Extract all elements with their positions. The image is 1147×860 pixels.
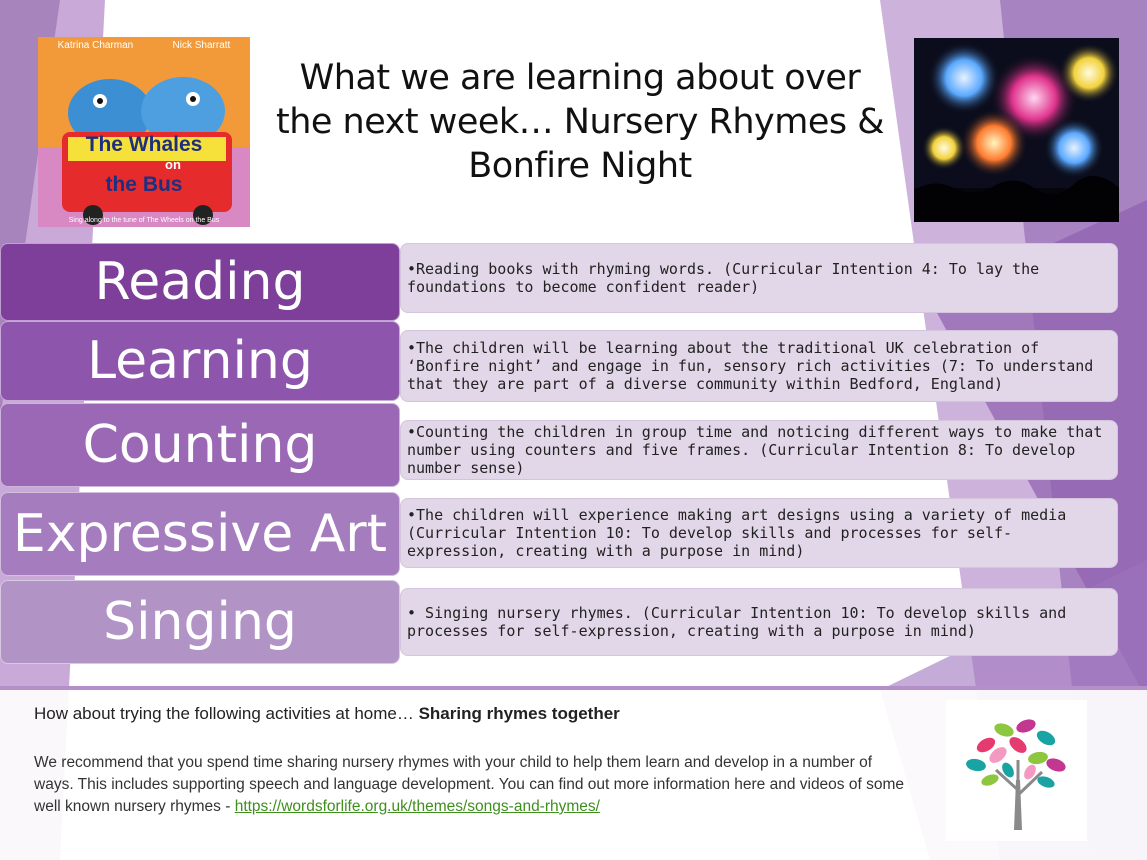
desc-learning: •The children will be learning about the traditional UK celebration of ‘Bonfire night’ and engage in fun, sensory rich activities (7: To understand that they are part of a diverse community within Bedford, England) (400, 330, 1118, 402)
page-title: What we are learning about over the next week… Nursery Rhymes & Bonfire Night (275, 58, 885, 186)
label-reading: Reading (0, 243, 400, 321)
label-singing: Singing (0, 580, 400, 664)
label-counting: Counting (0, 403, 400, 487)
book-title-line2: on (165, 157, 181, 172)
desc-singing: • Singing nursery rhymes. (Curricular Intention 10: To develop skills and processes for self-expression, creating with a purpose in mind) (400, 588, 1118, 656)
book-cover-image (38, 37, 250, 227)
book-author-right: Nick Sharratt (172, 40, 231, 51)
tree-logo-icon (946, 700, 1087, 841)
desc-reading: •Reading books with rhyming words. (Curricular Intention 4: To lay the foundations to become confident reader) (400, 243, 1118, 313)
label-expressive-art: Expressive Art (0, 492, 400, 576)
fireworks-image (914, 38, 1119, 222)
home-body-text: We recommend that you spend time sharing nursery rhymes with your child to help them learn and develop in a number of ways. This includes supporting speech and language development. You can find out more information here and videos of some well known nursery rhymes - (34, 754, 904, 815)
desc-expressive-art: •The children will experience making art designs using a variety of media (Curricular Intention 10: To develop skills and processes for self-expression, creating with a purpose in mind) (400, 498, 1118, 568)
school-tree-logo (946, 700, 1087, 841)
desc-counting: •Counting the children in group time and noticing different ways to make that number using counters and five frames. (Curricular Intention 8: To develop number sense) (400, 420, 1118, 480)
label-learning: Learning (0, 321, 400, 401)
home-activities-body (34, 752, 914, 818)
book-tagline: Sing along to the tune of The Wheels on the Bus (68, 217, 220, 224)
book-title-line3: the Bus (105, 173, 183, 196)
book-author-left: Katrina Charman (57, 40, 134, 51)
words-for-life-link[interactable]: https://wordsforlife.org.uk/themes/songs-and-rhymes/ (234, 798, 600, 815)
home-heading-text: How about trying the following activities at home… (34, 704, 419, 723)
home-activities-heading (34, 704, 620, 724)
book-title-line1: The Whales (85, 133, 203, 156)
home-heading-bold: Sharing rhymes together (418, 704, 620, 723)
